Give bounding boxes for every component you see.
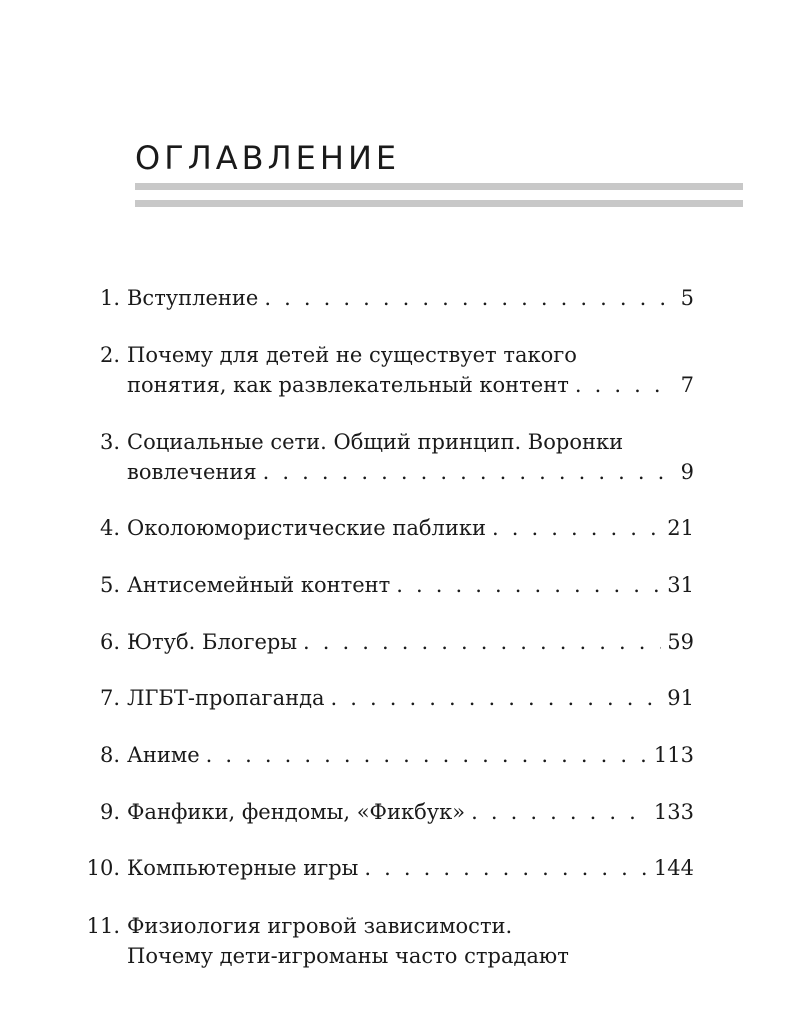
toc-entry-title: Околоюмористические паблики	[127, 516, 486, 540]
toc-entry-title: Аниме	[127, 743, 200, 767]
dot-leader	[396, 570, 661, 600]
toc-entry-title: Антисемейный контент	[127, 573, 391, 597]
toc-entry-title: Компьютерные игры	[127, 856, 359, 880]
toc-entry-title: Фанфики, фендомы, «Фикбук»	[127, 800, 466, 824]
dot-leader	[471, 797, 648, 827]
toc-entry-page: 59	[667, 630, 694, 654]
toc-entry-page: 31	[667, 573, 694, 597]
toc-entry-page: 21	[667, 516, 694, 540]
toc-entry-title-line: Физиология игровой зависимости.	[127, 914, 513, 938]
dot-leader	[264, 283, 674, 313]
toc-entry-page: 113	[653, 743, 694, 767]
toc-entry-page: 5	[680, 286, 694, 310]
dot-leader	[492, 513, 661, 543]
toc-entry-title-line: вовлечения	[127, 460, 257, 484]
toc-entry-title-line: Социальные сети. Общий принцип. Воронки	[127, 430, 624, 454]
toc-entry-title-line: понятия, как развлекательный контент	[127, 373, 569, 397]
dot-leader	[303, 627, 661, 657]
toc-entry-page: 7	[680, 373, 694, 397]
toc-entry-number: 5.	[99, 573, 120, 597]
dot-leader	[263, 457, 675, 487]
toc-entry-number: 8.	[99, 743, 120, 767]
toc-entry-number: 10.	[86, 856, 120, 880]
toc-entry-title-line: Почему дети-игроманы часто страдают	[127, 944, 569, 968]
toc-entry-page: 144	[653, 856, 694, 880]
toc-entry-page: 133	[653, 800, 694, 824]
toc-entry-number: 6.	[99, 630, 120, 654]
toc-entry-page: 9	[680, 460, 694, 484]
page-title: ОГЛАВЛЕНИЕ	[135, 139, 401, 177]
dot-leader	[364, 853, 648, 883]
toc-entry-title: Вступление	[127, 286, 259, 310]
toc-entry-number: 2.	[99, 343, 120, 367]
toc-entry-number: 4.	[99, 516, 120, 540]
toc-entry-number: 7.	[99, 686, 120, 710]
dot-leader	[575, 370, 675, 400]
toc-entry-title: ЛГБТ-пропаганда	[127, 686, 325, 710]
toc-entry-number: 1.	[99, 286, 120, 310]
toc-entry-number: 3.	[99, 430, 120, 454]
toc-entry-number: 11.	[86, 914, 120, 938]
toc-entry-number: 9.	[99, 800, 120, 824]
toc-entry-page: 91	[667, 686, 694, 710]
toc-entry-title: Ютуб. Блогеры	[127, 630, 298, 654]
toc-entry-title-line: Почему для детей не существует такого	[127, 343, 577, 367]
dot-leader	[206, 740, 648, 770]
dot-leader	[331, 683, 662, 713]
